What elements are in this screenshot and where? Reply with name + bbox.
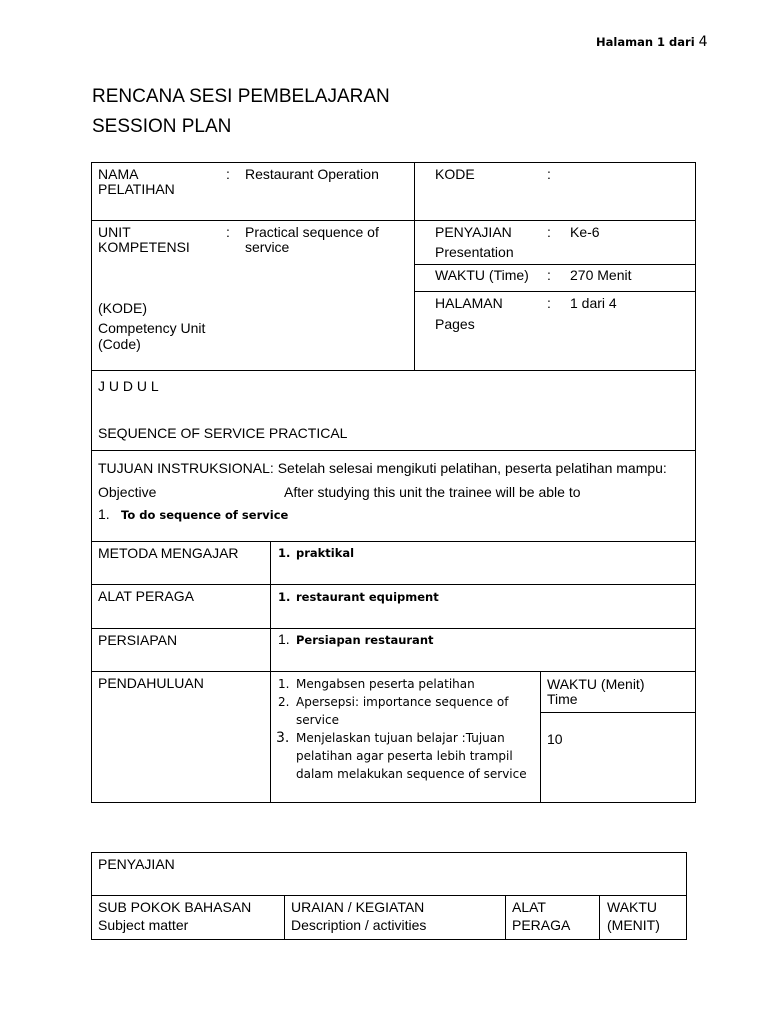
penyajian-label: PENYAJIAN [435, 224, 512, 240]
column-header-sub: Description / activities [291, 917, 427, 933]
table-rule [91, 628, 696, 629]
column-header: WAKTU [607, 899, 658, 915]
column-header: URAIAN / KEGIATAN [291, 899, 425, 915]
persiapan-value: Persiapan restaurant [296, 633, 434, 647]
column-header: SUB POKOK BAHASAN [98, 899, 252, 915]
table-border-right [695, 162, 696, 802]
table-rule [91, 895, 687, 896]
unit-value-2: service [245, 239, 290, 255]
list-item-number: 3. [276, 730, 290, 746]
unit-kode: (KODE) [98, 300, 147, 316]
document-title: RENCANA SESI PEMBELAJARAN [92, 86, 390, 107]
table-column-divider [284, 895, 285, 939]
waktu-value: 270 Menit [570, 267, 632, 283]
list-item: Menjelaskan tujuan belajar :Tujuan pelatihan agar peserta lebih trampil dalam melakukan sequence of service [296, 731, 527, 781]
tujuan-line: TUJUAN INSTRUKSIONAL: Setelah selesai mengikuti pelatihan, peserta pelatihan mampu: [98, 460, 667, 476]
persiapan-number: 1. [278, 631, 290, 647]
list-item-number: 2. [278, 695, 290, 709]
table-rule [91, 541, 696, 542]
objective-item-number: 1. [98, 506, 110, 522]
table-rule [91, 450, 696, 451]
table-border-right [686, 852, 687, 939]
judul-value: SEQUENCE OF SERVICE PRACTICAL [98, 425, 348, 441]
colon: : [547, 267, 551, 283]
table-column-divider [414, 162, 415, 370]
column-header-sub: PERAGA [512, 917, 571, 933]
competency-code-label: (Code) [98, 336, 141, 352]
document-subtitle: SESSION PLAN [92, 116, 232, 137]
objective-label: Objective [98, 484, 157, 500]
column-header: ALAT [512, 899, 546, 915]
nama-value: Restaurant Operation [245, 166, 379, 182]
table-column-divider [270, 541, 271, 802]
table-border-top [91, 852, 687, 853]
alat-number: 1. [278, 590, 291, 604]
waktu-label: WAKTU (Time) [435, 267, 529, 283]
objective-text: After studying this unit the trainee will be able to [284, 484, 581, 500]
table-column-divider [599, 895, 600, 939]
halaman-label: HALAMAN [435, 295, 503, 311]
page-indicator-total: 4 [698, 34, 708, 50]
alat-label: ALAT PERAGA [98, 588, 194, 604]
competency-unit-label: Competency Unit [98, 320, 206, 336]
waktu-menit-label: WAKTU (Menit) [547, 676, 645, 692]
judul-label: J U D U L [98, 378, 159, 394]
colon: : [547, 295, 551, 311]
table-border-bottom [91, 939, 687, 940]
penyajian-sub: Presentation [435, 244, 514, 260]
objective-item: To do sequence of service [121, 508, 289, 522]
metoda-number: 1. [278, 546, 291, 560]
metoda-value: praktikal [296, 546, 355, 560]
table-rule [540, 712, 696, 713]
table-border-left [91, 162, 92, 802]
penyajian-value: Ke-6 [570, 224, 600, 240]
page-indicator-text: Halaman 1 dari [596, 35, 695, 49]
unit-label-2: KOMPETENSI [98, 239, 190, 255]
halaman-sub: Pages [435, 316, 475, 332]
list-item: Apersepsi: importance sequence of service [296, 695, 509, 727]
column-header-sub: Subject matter [98, 917, 189, 933]
persiapan-label: PERSIAPAN [98, 632, 178, 648]
metoda-label: METODA MENGAJAR [98, 545, 239, 561]
table-column-divider [505, 895, 506, 939]
table-rule [91, 671, 696, 672]
colon: : [547, 224, 551, 240]
table-border-top [91, 162, 696, 163]
alat-value: restaurant equipment [296, 590, 439, 604]
table-rule [414, 264, 696, 265]
table-border-bottom [91, 802, 696, 803]
list-item-number: 1. [278, 677, 290, 691]
nama-label: NAMA [98, 166, 139, 182]
table-column-divider [540, 671, 541, 802]
colon: : [226, 166, 230, 182]
pendahuluan-label: PENDAHULUAN [98, 675, 204, 691]
table-rule [91, 370, 696, 371]
waktu-time-label: Time [547, 691, 578, 707]
penyajian-header: PENYAJIAN [98, 856, 175, 872]
waktu-menit-value: 10 [547, 731, 563, 747]
kode-label: KODE [435, 166, 475, 182]
halaman-value: 1 dari 4 [570, 295, 617, 311]
table-rule [91, 584, 696, 585]
colon: : [547, 166, 551, 182]
page-indicator [596, 34, 708, 50]
unit-label: UNIT [98, 224, 131, 240]
list-item: Mengabsen peserta pelatihan [296, 677, 475, 691]
table-border-left [91, 852, 92, 939]
colon: : [226, 224, 230, 240]
column-header-sub: (MENIT) [607, 917, 660, 933]
unit-value: Practical sequence of [245, 224, 379, 240]
nama-label-2: PELATIHAN [98, 181, 175, 197]
table-rule [91, 220, 696, 221]
table-rule [414, 291, 696, 292]
